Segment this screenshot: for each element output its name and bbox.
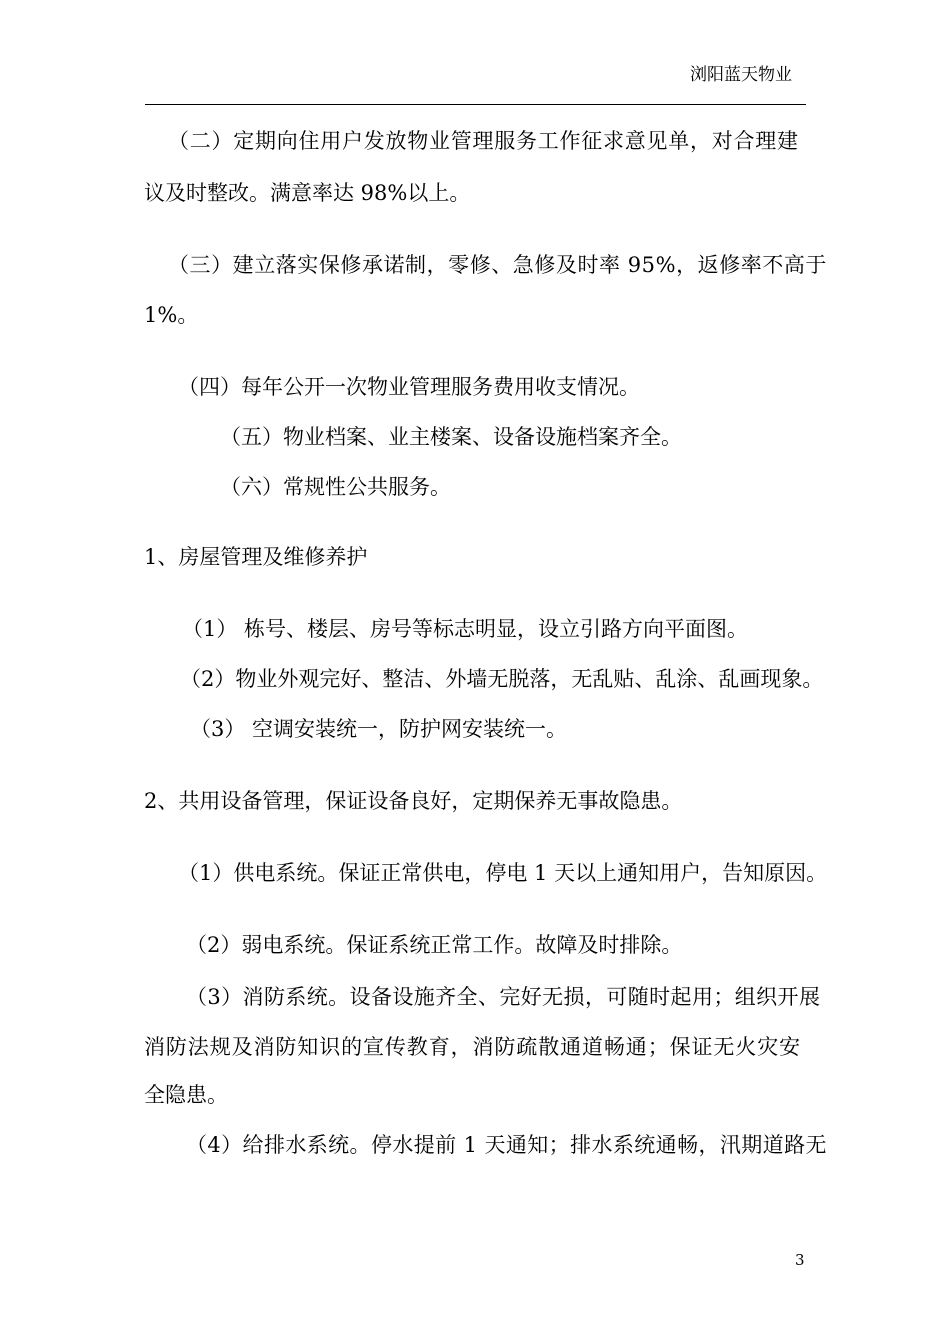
text-line-10: （2）物业外观完好、整洁、外墙无脱落，无乱贴、乱涂、乱画现象。 <box>180 667 824 691</box>
text-line-14: （2）弱电系统。保证系统正常工作。故障及时排除。 <box>186 933 683 957</box>
text-line-15: （3）消防系统。设备设施齐全、完好无损，可随时起用；组织开展 <box>186 985 821 1009</box>
page-number: 3 <box>795 1251 805 1269</box>
text-line-12: 2、共用设备管理，保证设备良好，定期保养无事故隐患。 <box>144 789 683 813</box>
text-line-16: 消防法规及消防知识的宣传教育，消防疏散通道畅通；保证无火灾安 <box>144 1035 801 1059</box>
text-line-8: 1、房屋管理及维修养护 <box>144 545 368 569</box>
text-line-2: 议及时整改。满意率达 98%以上。 <box>144 181 471 205</box>
text-line-1: （二）定期向住用户发放物业管理服务工作征求意见单，对合理建 <box>168 129 799 153</box>
text-line-6: （五）物业档案、业主楼案、设备设施档案齐全。 <box>220 425 682 449</box>
text-line-7: （六）常规性公共服务。 <box>220 475 451 499</box>
text-line-18: （4）给排水系统。停水提前 1 天通知；排水系统通畅，汛期道路无 <box>186 1133 827 1157</box>
text-line-4: 1%。 <box>144 303 199 327</box>
text-line-9: （1） 栋号、楼层、房号等标志明显，设立引路方向平面图。 <box>182 617 749 641</box>
header-divider <box>145 104 806 105</box>
text-line-3: （三）建立落实保修承诺制，零修、急修及时率 95%，返修率不高于 <box>168 253 827 277</box>
text-line-11: （3） 空调安装统一，防护网安装统一。 <box>190 717 568 741</box>
text-line-17: 全隐患。 <box>144 1083 228 1107</box>
text-line-13: （1）供电系统。保证正常供电，停电 1 天以上通知用户，告知原因。 <box>178 861 828 885</box>
header-company-name: 浏阳蓝天物业 <box>690 65 792 85</box>
text-line-5: （四）每年公开一次物业管理服务费用收支情况。 <box>178 375 640 399</box>
